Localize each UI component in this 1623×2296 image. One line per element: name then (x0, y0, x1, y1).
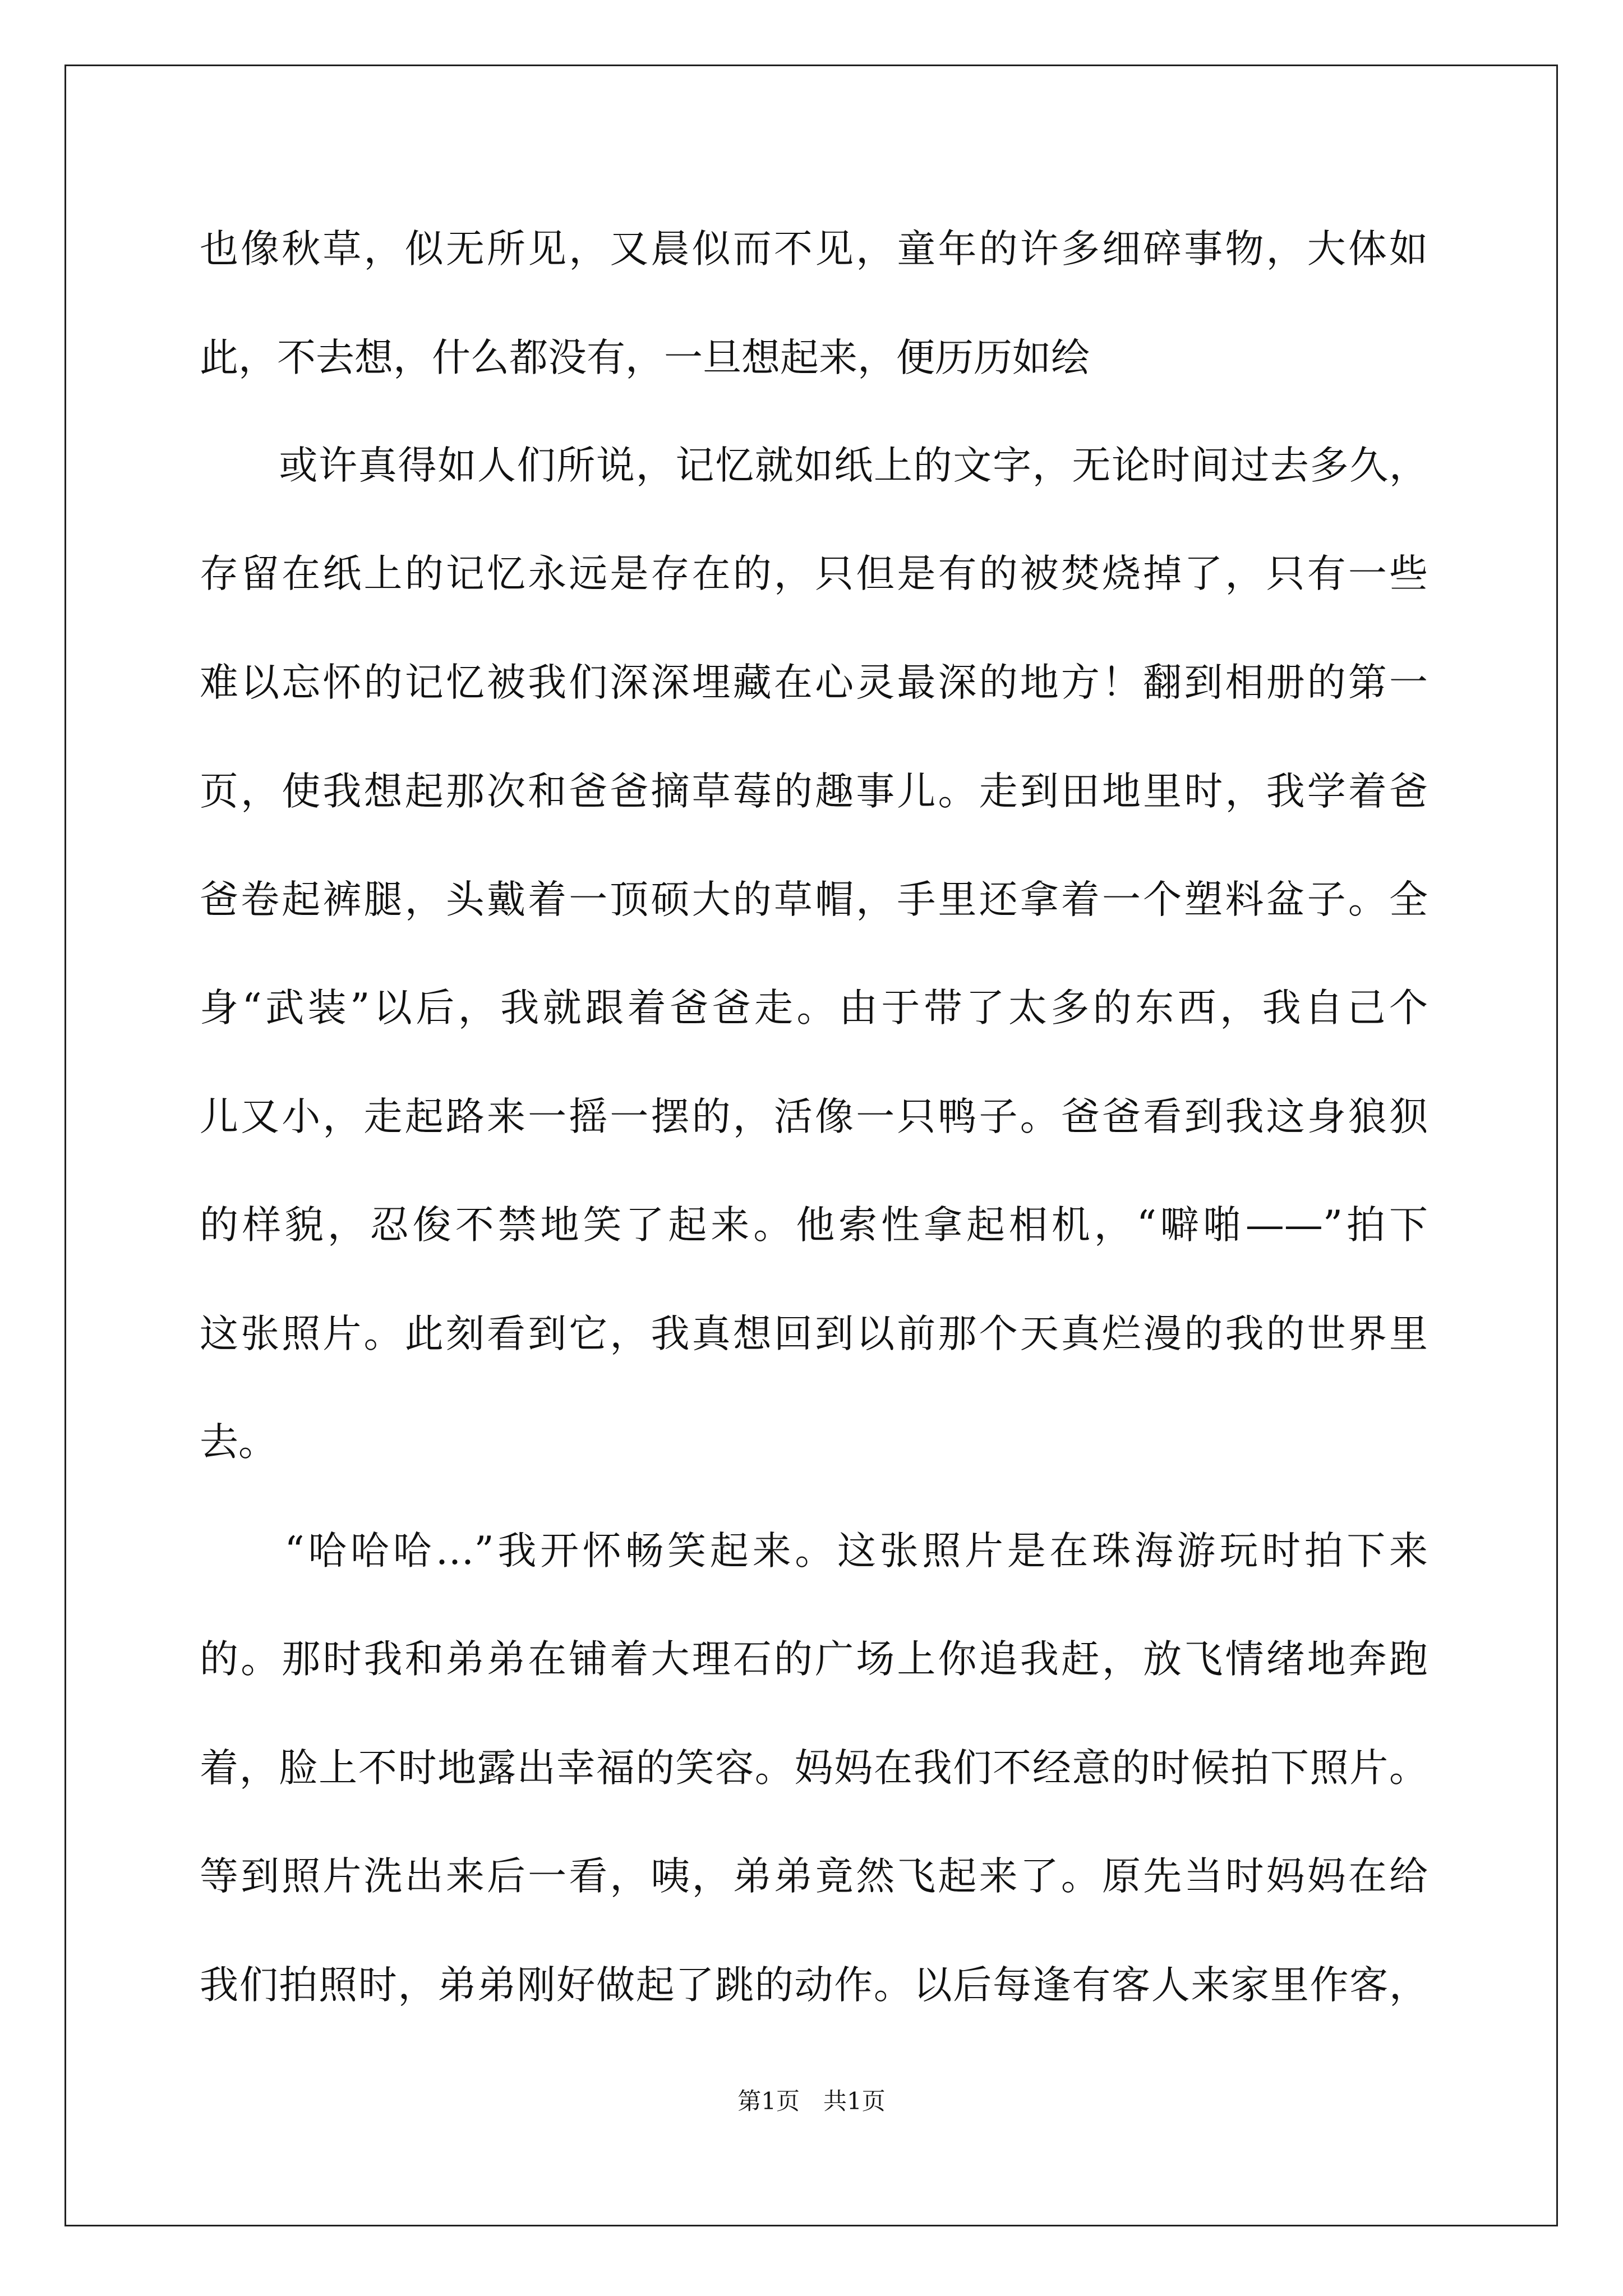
text-line: 着，脸上不时地露出幸福的笑容。妈妈在我们不经意的时候拍下照片。 (200, 1746, 1428, 1791)
text-line: “哈哈哈…”我开怀畅笑起来。这张照片是在珠海游玩时拍下来 (200, 1529, 1428, 1573)
text-line: 我们拍照时，弟弟刚好做起了跳的动作。以后每逢有客人来家里作客， (200, 1963, 1428, 2008)
page-number-footer: 第1页 共1页 (737, 2087, 886, 2115)
text-line: 存留在纸上的记忆永远是存在的，只但是有的被焚烧掉了，只有一些 (200, 551, 1428, 596)
text-line: 儿又小，走起路来一摇一摆的，活像一只鸭子。爸爸看到我这身狼狈 (200, 1094, 1428, 1139)
text-line: 等到照片洗出来后一看，咦，弟弟竟然飞起来了。原先当时妈妈在给 (200, 1854, 1428, 1899)
text-line: 去。 (200, 1420, 277, 1465)
text-line: 或许真得如人们所说，记忆就如纸上的文字，无论时间过去多久， (200, 443, 1428, 488)
text-line: 的。那时我和弟弟在铺着大理石的广场上你追我赶，放飞情绪地奔跑 (200, 1637, 1428, 1682)
text-line: 的样貌，忍俊不禁地笑了起来。他索性拿起相机，“噼啪——”拍下 (200, 1203, 1428, 1248)
text-line: 也像秋草，似无所见，又晨似而不见，童年的许多细碎事物，大体如 (200, 227, 1428, 272)
text-line: 这张照片。此刻看到它，我真想回到以前那个天真烂漫的我的世界里 (200, 1312, 1428, 1356)
text-line: 爸卷起裤腿，头戴着一顶硕大的草帽，手里还拿着一个塑料盆子。全 (200, 877, 1428, 922)
text-line: 难以忘怀的记忆被我们深深埋藏在心灵最深的地方！翻到相册的第一 (200, 660, 1428, 705)
text-line: 此，不去想，什么都没有，一旦想起来，便历历如绘 (200, 335, 1090, 380)
text-line: 页，使我想起那次和爸爸摘草莓的趣事儿。走到田地里时，我学着爸 (200, 769, 1428, 814)
text-line: 身“武装”以后，我就跟着爸爸走。由于带了太多的东西，我自己个 (200, 986, 1428, 1030)
page-border (64, 65, 1558, 2226)
